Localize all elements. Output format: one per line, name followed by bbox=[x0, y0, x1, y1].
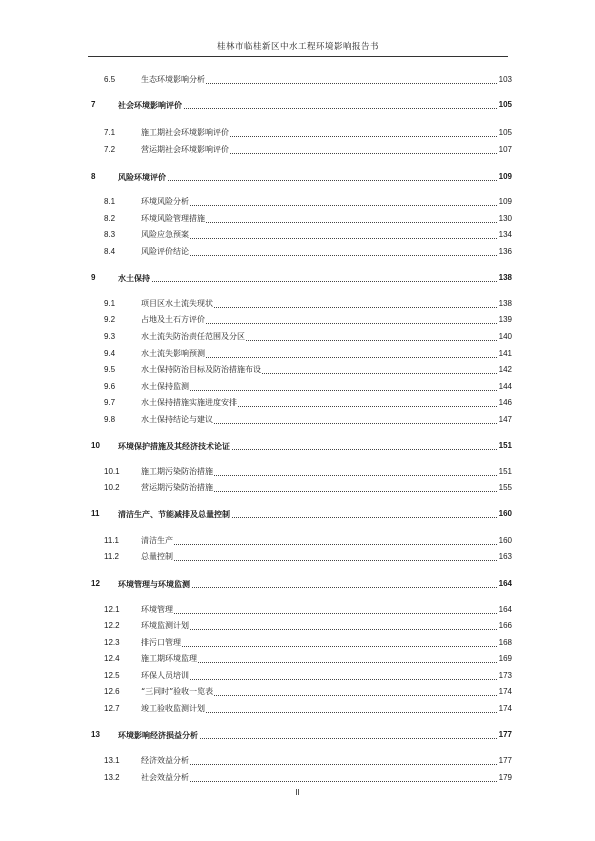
toc-entry-title: 环境管理与环境监测 bbox=[118, 579, 190, 589]
toc-entry-page: 134 bbox=[498, 230, 512, 239]
toc-entry-page: 141 bbox=[498, 349, 512, 358]
toc-section-entry[interactable] bbox=[0, 314, 595, 326]
toc-entry-number: 9.5 bbox=[104, 365, 116, 374]
toc-section-entry[interactable] bbox=[0, 686, 595, 698]
toc-entry-page: 160 bbox=[498, 536, 512, 545]
toc-entry-number: 12.3 bbox=[104, 638, 120, 647]
toc-entry-title: 施工期环境监理 bbox=[141, 654, 197, 663]
toc-section-entry[interactable] bbox=[0, 620, 595, 632]
toc-dot-leader bbox=[141, 629, 509, 630]
toc-entry-page: 160 bbox=[498, 509, 512, 518]
toc-entry-number: 7.2 bbox=[104, 145, 116, 154]
toc-entry-number: 10 bbox=[91, 441, 100, 450]
toc-section-entry[interactable] bbox=[0, 772, 595, 784]
toc-entry-title: 水土流失防治责任范围及分区 bbox=[141, 332, 245, 341]
toc-entry-page: 151 bbox=[498, 441, 512, 450]
toc-entry-page: 139 bbox=[498, 315, 512, 324]
toc-entry-number: 13.1 bbox=[104, 756, 120, 765]
toc-entry-page: 138 bbox=[498, 299, 512, 308]
toc-entry-page: 179 bbox=[498, 773, 512, 782]
toc-entry-page: 136 bbox=[498, 247, 512, 256]
toc-entry-title: 风险环境评价 bbox=[118, 172, 166, 182]
toc-entry-page: 140 bbox=[498, 332, 512, 341]
toc-dot-leader bbox=[141, 390, 509, 391]
toc-entry-number: 11 bbox=[91, 509, 100, 518]
toc-section-entry[interactable] bbox=[0, 213, 595, 225]
toc-entry-number: 9.2 bbox=[104, 315, 116, 324]
toc-entry-number: 8.3 bbox=[104, 230, 116, 239]
toc-entry-page: 142 bbox=[498, 365, 512, 374]
toc-entry-page: 105 bbox=[498, 100, 512, 109]
toc-section-entry[interactable] bbox=[0, 348, 595, 360]
toc-section-entry[interactable] bbox=[0, 127, 595, 139]
toc-entry-number: 9.1 bbox=[104, 299, 116, 308]
toc-entry-page: 177 bbox=[498, 730, 512, 739]
toc-section-entry[interactable] bbox=[0, 670, 595, 682]
toc-entry-title: 环境风险分析 bbox=[141, 197, 189, 206]
toc-entry-title: 施工期社会环境影响评价 bbox=[141, 128, 229, 137]
toc-entry-page: 105 bbox=[498, 128, 512, 137]
toc-section-entry[interactable] bbox=[0, 482, 595, 494]
toc-entry-page: 174 bbox=[498, 704, 512, 713]
toc-dot-leader bbox=[141, 679, 509, 680]
toc-entry-number: 12 bbox=[91, 579, 100, 588]
toc-chapter-entry[interactable] bbox=[0, 729, 595, 741]
toc-entry-title: “三同时”验收一览表 bbox=[141, 687, 214, 696]
toc-entry-title: 营运期社会环境影响评价 bbox=[141, 145, 229, 154]
toc-entry-title: 清洁生产、节能减排及总量控制 bbox=[118, 509, 230, 519]
page-number: II bbox=[295, 788, 300, 797]
toc-dot-leader bbox=[118, 281, 509, 282]
toc-entry-title: 环境管理 bbox=[141, 605, 173, 614]
toc-entry-title: 环保人员培训 bbox=[141, 671, 189, 680]
toc-entry-number: 11.1 bbox=[104, 536, 119, 545]
toc-entry-number: 8.4 bbox=[104, 247, 116, 256]
toc-entry-number: 11.2 bbox=[104, 552, 119, 561]
toc-entry-title: 施工期污染防治措施 bbox=[141, 467, 213, 476]
toc-entry-page: 173 bbox=[498, 671, 512, 680]
toc-section-entry[interactable] bbox=[0, 331, 595, 343]
toc-entry-page: 138 bbox=[498, 273, 512, 282]
toc-entry-page: 166 bbox=[498, 621, 512, 630]
toc-entry-title: 水土保持防治目标及防治措施布设 bbox=[141, 365, 261, 374]
toc-section-entry[interactable] bbox=[0, 364, 595, 376]
toc-entry-page: 164 bbox=[498, 605, 512, 614]
toc-entry-title: 经济效益分析 bbox=[141, 756, 189, 765]
toc-chapter-entry[interactable] bbox=[0, 508, 595, 520]
toc-entry-title: 排污口管理 bbox=[141, 638, 181, 647]
toc-entry-title: 环境监测计划 bbox=[141, 621, 189, 630]
toc-section-entry[interactable] bbox=[0, 755, 595, 767]
toc-entry-title: 环境影响经济损益分析 bbox=[118, 730, 198, 740]
toc-entry-title: 环境保护措施及其经济技术论证 bbox=[118, 441, 230, 451]
toc-section-entry[interactable] bbox=[0, 246, 595, 258]
toc-entry-page: 146 bbox=[498, 398, 512, 407]
toc-entry-number: 9.7 bbox=[104, 398, 116, 407]
toc-entry-number: 8.2 bbox=[104, 214, 116, 223]
toc-entry-title: 占地及土石方评价 bbox=[141, 315, 205, 324]
toc-entry-page: 144 bbox=[498, 382, 512, 391]
toc-chapter-entry[interactable] bbox=[0, 99, 595, 111]
toc-entry-page: 169 bbox=[498, 654, 512, 663]
toc-entry-number: 9.4 bbox=[104, 349, 116, 358]
toc-entry-page: 163 bbox=[498, 552, 512, 561]
toc-entry-page: 130 bbox=[498, 214, 512, 223]
toc-entry-title: 竣工验收监测计划 bbox=[141, 704, 205, 713]
toc-entry-page: 109 bbox=[498, 172, 512, 181]
toc-entry-number: 10.1 bbox=[104, 467, 120, 476]
toc-section-entry[interactable] bbox=[0, 414, 595, 426]
toc-entry-number: 9.3 bbox=[104, 332, 116, 341]
toc-section-entry[interactable] bbox=[0, 551, 595, 563]
toc-entry-number: 13 bbox=[91, 730, 100, 739]
toc-entry-number: 12.7 bbox=[104, 704, 120, 713]
toc-entry-number: 8 bbox=[91, 172, 96, 181]
toc-entry-title: 水土保持措施实施进度安排 bbox=[141, 398, 237, 407]
toc-entry-title: 总量控制 bbox=[141, 552, 173, 561]
toc-entry-page: 107 bbox=[498, 145, 512, 154]
toc-entry-page: 164 bbox=[498, 579, 512, 588]
toc-dot-leader bbox=[141, 560, 509, 561]
toc-entry-number: 9 bbox=[91, 273, 96, 282]
toc-section-entry[interactable] bbox=[0, 229, 595, 241]
toc-section-entry[interactable] bbox=[0, 703, 595, 715]
toc-entry-page: 177 bbox=[498, 756, 512, 765]
toc-entry-title: 环境风险管理措施 bbox=[141, 214, 205, 223]
toc-section-entry[interactable] bbox=[0, 298, 595, 310]
toc-section-entry[interactable] bbox=[0, 381, 595, 393]
page-header: 桂林市临桂新区中水工程环境影响报告书 bbox=[88, 40, 508, 57]
toc-entry-number: 6.5 bbox=[104, 75, 116, 84]
toc-entry-title: 社会环境影响评价 bbox=[118, 100, 182, 110]
toc-section-entry[interactable] bbox=[0, 653, 595, 665]
toc-entry-number: 9.6 bbox=[104, 382, 116, 391]
toc-entry-number: 12.1 bbox=[104, 605, 120, 614]
toc-entry-page: 103 bbox=[498, 75, 512, 84]
toc-entry-title: 水土保持结论与建议 bbox=[141, 415, 213, 424]
toc-section-entry[interactable] bbox=[0, 196, 595, 208]
toc-section-entry[interactable] bbox=[0, 604, 595, 616]
toc-entry-title: 水土保持 bbox=[118, 273, 150, 283]
toc-dot-leader bbox=[118, 180, 509, 181]
toc-section-entry[interactable] bbox=[0, 397, 595, 409]
toc-dot-leader bbox=[141, 781, 509, 782]
toc-section-entry[interactable] bbox=[0, 466, 595, 478]
toc-entry-number: 7 bbox=[91, 100, 96, 109]
toc-entry-title: 水土流失影响预测 bbox=[141, 349, 205, 358]
toc-entry-page: 168 bbox=[498, 638, 512, 647]
toc-section-entry[interactable] bbox=[0, 637, 595, 649]
toc-entry-title: 生态环境影响分析 bbox=[141, 75, 205, 84]
toc-entry-title: 水土保持监测 bbox=[141, 382, 189, 391]
toc-entry-number: 13.2 bbox=[104, 773, 120, 782]
toc-chapter-entry[interactable] bbox=[0, 578, 595, 590]
toc-chapter-entry[interactable] bbox=[0, 272, 595, 284]
toc-section-entry[interactable] bbox=[0, 74, 595, 86]
toc-entry-page: 174 bbox=[498, 687, 512, 696]
toc-dot-leader bbox=[141, 238, 509, 239]
toc-section-entry[interactable] bbox=[0, 144, 595, 156]
toc-dot-leader bbox=[141, 544, 509, 545]
toc-entry-page: 151 bbox=[498, 467, 512, 476]
toc-chapter-entry[interactable] bbox=[0, 440, 595, 452]
toc-entry-number: 9.8 bbox=[104, 415, 116, 424]
toc-entry-number: 8.1 bbox=[104, 197, 116, 206]
toc-dot-leader bbox=[141, 646, 509, 647]
toc-entry-page: 155 bbox=[498, 483, 512, 492]
toc-entry-title: 项目区水土流失现状 bbox=[141, 299, 213, 308]
toc-entry-page: 109 bbox=[498, 197, 512, 206]
toc-entry-number: 12.4 bbox=[104, 654, 120, 663]
toc-entry-number: 10.2 bbox=[104, 483, 120, 492]
toc-entry-title: 风险评价结论 bbox=[141, 247, 189, 256]
toc-entry-title: 清洁生产 bbox=[141, 536, 173, 545]
toc-dot-leader bbox=[141, 764, 509, 765]
toc-entry-title: 风险应急预案 bbox=[141, 230, 189, 239]
toc-dot-leader bbox=[141, 255, 509, 256]
toc-entry-number: 12.2 bbox=[104, 621, 120, 630]
toc-dot-leader bbox=[141, 613, 509, 614]
toc-entry-title: 社会效益分析 bbox=[141, 773, 189, 782]
toc-entry-number: 7.1 bbox=[104, 128, 116, 137]
toc-chapter-entry[interactable] bbox=[0, 171, 595, 183]
toc-entry-number: 12.6 bbox=[104, 687, 120, 696]
toc-entry-title: 营运期污染防治措施 bbox=[141, 483, 213, 492]
toc-entry-number: 12.5 bbox=[104, 671, 120, 680]
toc-section-entry[interactable] bbox=[0, 535, 595, 547]
toc-entry-page: 147 bbox=[498, 415, 512, 424]
toc-dot-leader bbox=[141, 205, 509, 206]
